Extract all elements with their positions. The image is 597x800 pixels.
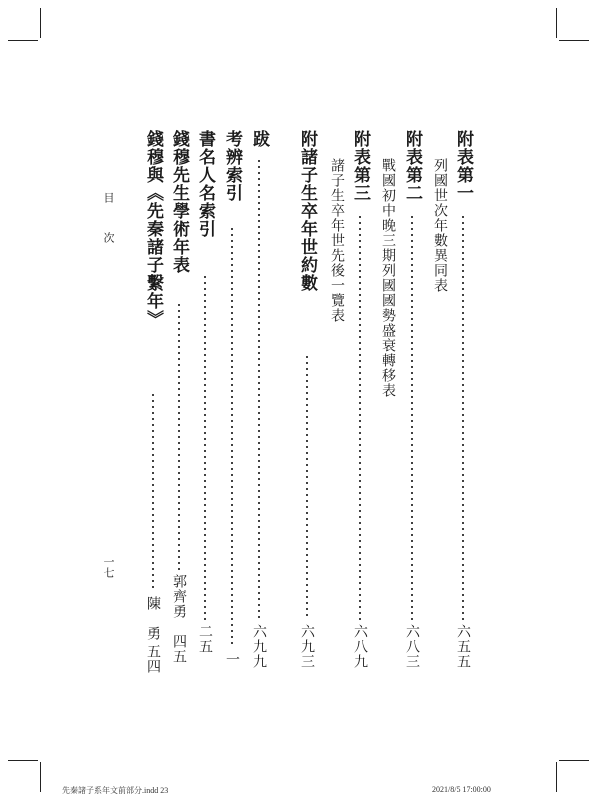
crop-mark: [559, 760, 589, 761]
toc-entry: [220, 0, 244, 800]
toc-title: 錢穆先生學術年表: [169, 130, 189, 274]
leader-dots: [231, 226, 233, 646]
page-number: 一七: [102, 556, 115, 578]
toc-subentry: [428, 0, 452, 800]
toc-title: 錢穆與《先秦諸子繫年》: [143, 130, 163, 328]
toc-entry: [295, 0, 319, 800]
toc-entry: [348, 0, 372, 800]
toc-entry: [193, 0, 217, 800]
leader-dots: [306, 354, 308, 620]
crop-mark: [40, 8, 41, 38]
leader-dots: [152, 392, 154, 592]
toc-subtitle: 諸子生卒年世先後一覽表: [329, 158, 345, 323]
running-header-ci: 次: [102, 232, 115, 243]
toc-title: 附表第二: [402, 130, 422, 202]
toc-page: 五四: [145, 644, 161, 674]
toc-subtitle: 戰國初中晚三期列國國勢盛衰轉移表: [380, 158, 396, 398]
toc-entry: [141, 0, 165, 800]
toc-page: 二五: [197, 624, 213, 654]
toc-entry: [247, 0, 271, 800]
toc-page: 四五: [171, 634, 187, 664]
crop-mark: [559, 40, 589, 41]
leader-dots: [411, 214, 413, 620]
crop-mark: [8, 760, 38, 761]
toc-title: 考辨索引: [222, 130, 242, 202]
toc-page: 六五五: [455, 624, 471, 669]
toc-subentry: [376, 0, 400, 800]
toc-author: 陳 勇: [145, 596, 161, 641]
toc-entry: [167, 0, 191, 800]
toc-subentry: [325, 0, 349, 800]
toc-title: 附諸子生卒年世約數: [297, 130, 317, 292]
crop-mark: [8, 40, 38, 41]
toc-page: 六九九: [251, 624, 267, 669]
toc-page: 六八三: [404, 624, 420, 669]
toc-entry: [451, 0, 475, 800]
toc-entry: [400, 0, 424, 800]
toc-author: 郭齊勇: [171, 574, 187, 619]
toc-subtitle: 列國世次年數異同表: [432, 158, 448, 293]
toc-page: 一: [224, 652, 240, 667]
toc-page: 六九三: [299, 624, 315, 669]
leader-dots: [204, 274, 206, 620]
crop-mark: [556, 762, 557, 792]
footer-file-info: 先秦諸子系年文前部分.indd 23: [62, 786, 169, 795]
toc-title: 跋: [249, 130, 269, 148]
leader-dots: [462, 214, 464, 620]
running-header-mu: 目: [102, 192, 115, 203]
leader-dots: [258, 158, 260, 620]
crop-mark: [40, 762, 41, 792]
leader-dots: [178, 302, 180, 572]
toc-title: 附表第三: [350, 130, 370, 202]
toc-page: 六八九: [352, 624, 368, 669]
footer-timestamp: 2021/8/5 17:00:00: [432, 785, 491, 794]
leader-dots: [359, 214, 361, 620]
toc-title: 附表第一: [453, 130, 473, 202]
crop-mark: [556, 8, 557, 38]
toc-title: 書名人名索引: [195, 130, 215, 238]
